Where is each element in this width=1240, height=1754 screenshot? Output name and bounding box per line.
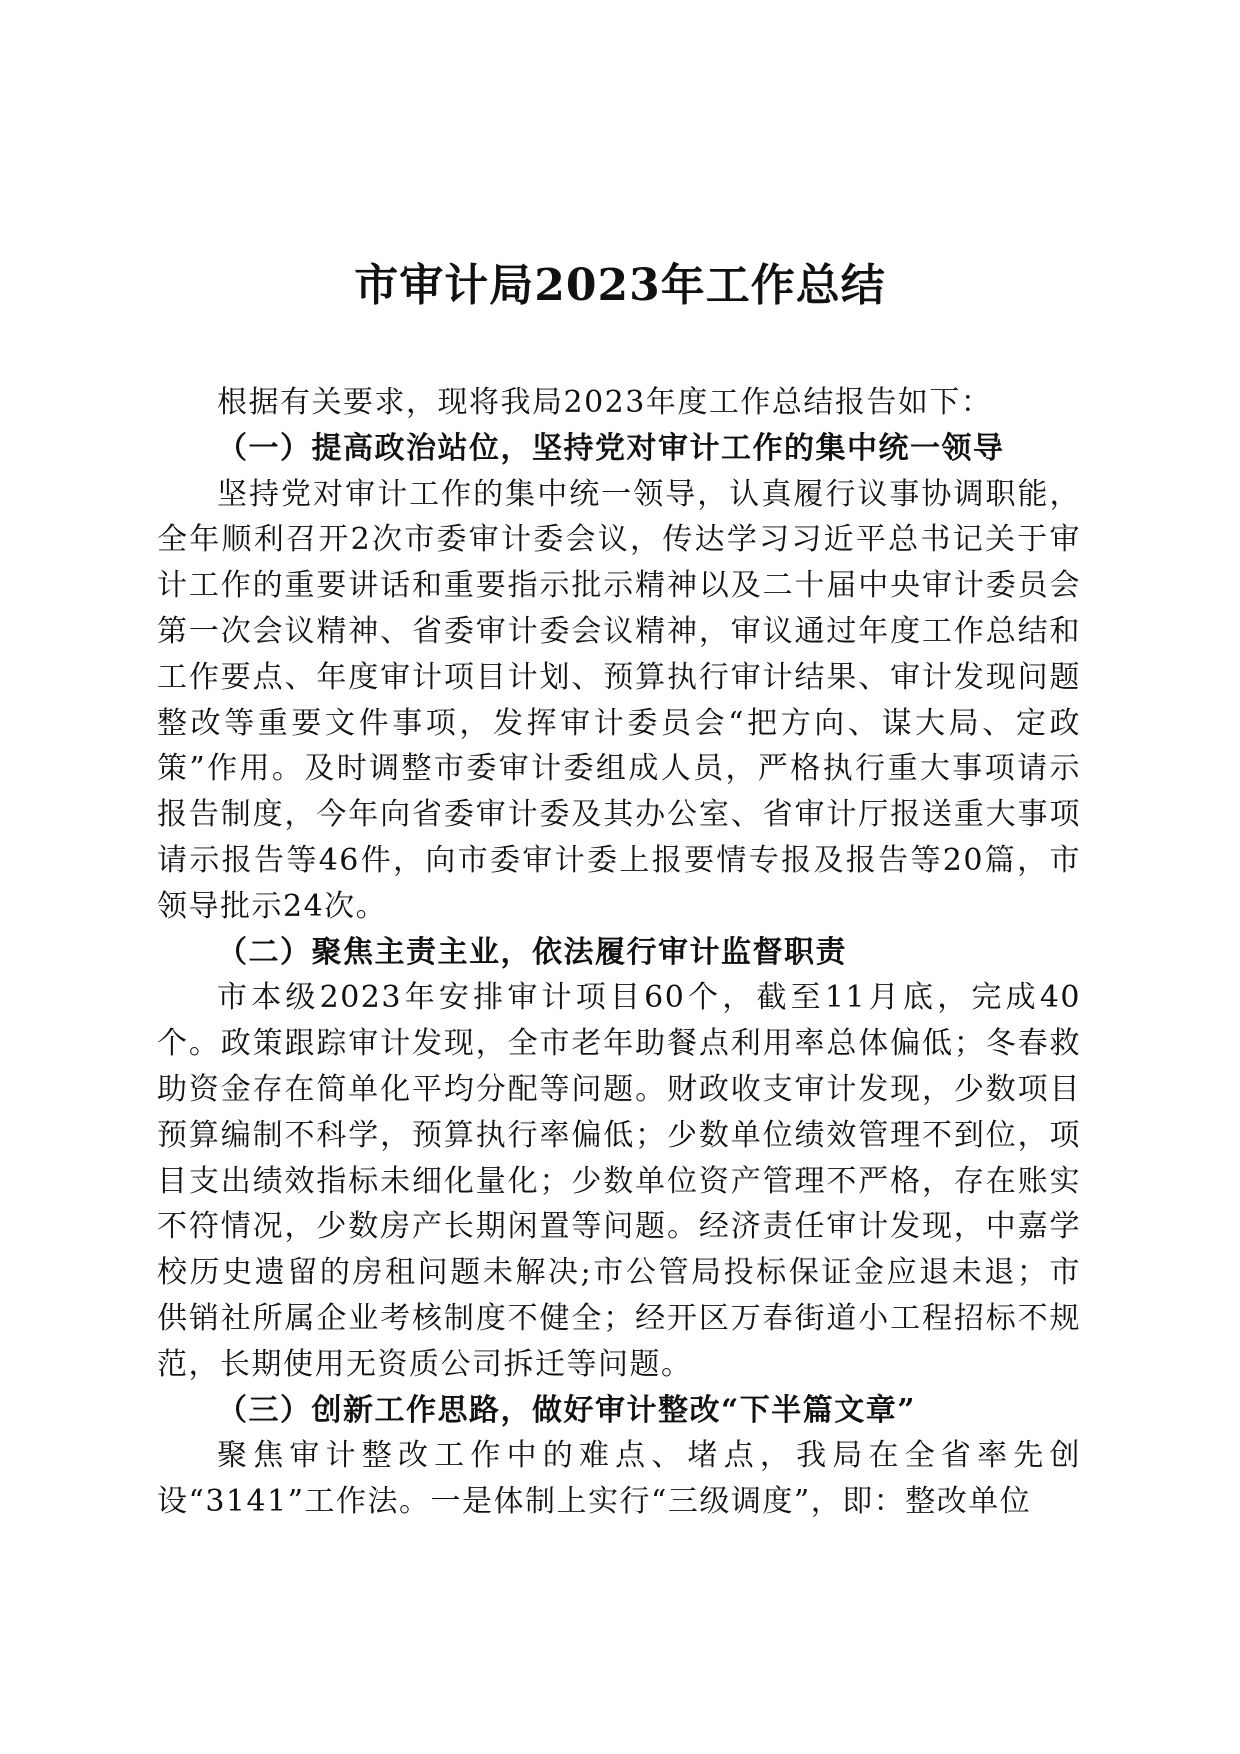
- section-3-paragraph: 聚焦审计整改工作中的难点、堵点，我局在全省率先创设“3141”工作法。一是体制上实行“三级调度”，即：整改单位: [157, 1438, 1081, 1520]
- intro-paragraph: 根据有关要求，现将我局2023年度工作总结报告如下：: [217, 385, 993, 420]
- section-3-heading: （三）创新工作思路，做好审计整改“下半篇文章”: [217, 1392, 917, 1428]
- section-2-paragraph: 市本级2023年安排审计项目60个，截至11月底，完成40个。政策跟踪审计发现，全市老年助餐点利用率总体偏低；冬春救助资金存在简单化平均分配等问题。财政收支审计发现，少数项目预算编制不科学，预算执行率偏低；少数单位绩效管理不到位，项目支出绩效指标未细化量化；少数单位资产管理不严格，存在账实不符情况，少数房产长期闲置等问题。经济责任审计发现，中嘉学校历史遗留的房租问题未解决;市公管局投标保证金应退未退；市供销社所属企业考核制度不健全；经开区万春街道小工程招标不规范，长期使用无资质公司拆迁等问题。: [157, 980, 1081, 1382]
- document-title: 市审计局2023年工作总结: [354, 260, 886, 311]
- section-2-heading: （二）聚焦主责主业，依法履行审计监督职责: [217, 934, 847, 970]
- section-1-heading: （一）提高政治站位，坚持党对审计工作的集中统一领导: [217, 430, 1005, 466]
- section-1-paragraph: 坚持党对审计工作的集中统一领导，认真履行议事协调职能，全年顺利召开2次市委审计委会议，传达学习习近平总书记关于审计工作的重要讲话和重要指示批示精神以及二十届中央审计委员会第一次会议精神、省委审计委会议精神，审议通过年度工作总结和工作要点、年度审计项目计划、预算执行审计结果、审计发现问题整改等重要文件事项，发挥审计委员会“把方向、谋大局、定政策”作用。及时调整市委审计委组成人员，严格执行重大事项请示报告制度，今年向省委审计委及其办公室、省审计厅报送重大事项请示报告等46件，向市委审计委上报要情专报及报告等20篇，市领导批示24次。: [157, 476, 1081, 924]
- document-body: [157, 380, 1081, 1525]
